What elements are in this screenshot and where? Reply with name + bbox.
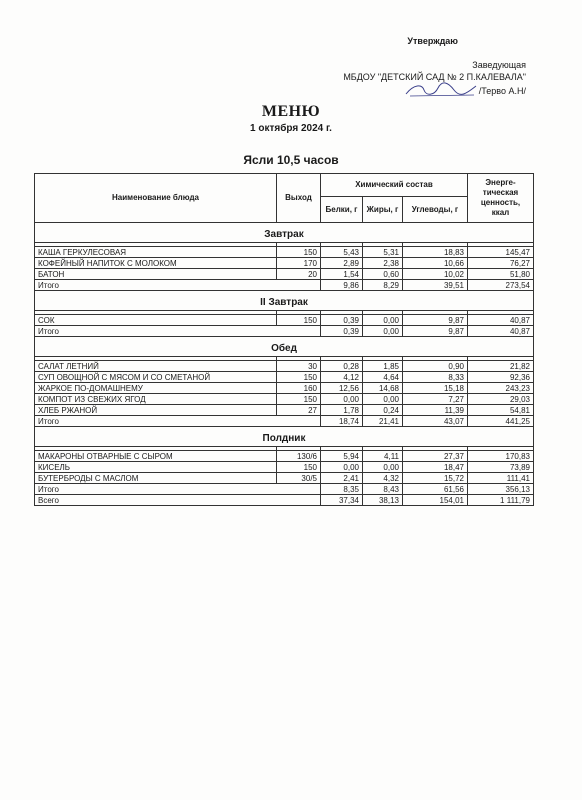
total-carbs: 43,07 (403, 416, 468, 427)
approval-signature-name: /Терво А.Н/ (478, 86, 526, 96)
dish-name: МАКАРОНЫ ОТВАРНЫЕ С СЫРОМ (35, 451, 277, 462)
total-energy: 356,13 (468, 484, 534, 495)
total-carbs: 39,51 (403, 280, 468, 291)
dish-fat: 4,32 (363, 473, 403, 484)
total-carbs: 61,56 (403, 484, 468, 495)
dish-energy: 111,41 (468, 473, 534, 484)
section-header-row (35, 427, 534, 447)
dish-name: КИСЕЛЬ (35, 462, 277, 473)
dish-output: 20 (277, 269, 321, 280)
total-fat: 21,41 (363, 416, 403, 427)
dish-energy: 76,27 (468, 258, 534, 269)
dish-energy: 54,81 (468, 405, 534, 416)
section-total-row (35, 280, 534, 291)
dish-carbs: 10,02 (403, 269, 468, 280)
approval-organization: МБДОУ "ДЕТСКИЙ САД № 2 П.КАЛЕВАЛА" (343, 72, 526, 82)
dish-energy: 21,82 (468, 361, 534, 372)
section-total-row (35, 484, 534, 495)
dish-fat: 0,24 (363, 405, 403, 416)
dish-carbs: 7,27 (403, 394, 468, 405)
dish-protein: 1,54 (321, 269, 363, 280)
dish-carbs: 15,18 (403, 383, 468, 394)
dish-carbs: 0,90 (403, 361, 468, 372)
table-row (35, 247, 534, 258)
dish-protein: 5,43 (321, 247, 363, 258)
section-title: Обед (35, 337, 534, 357)
table-row (35, 394, 534, 405)
dish-name: КАША ГЕРКУЛЕСОВАЯ (35, 247, 277, 258)
total-protein: 0,39 (321, 326, 363, 337)
total-label: Итого (35, 484, 321, 495)
total-carbs: 9,87 (403, 326, 468, 337)
dish-output: 30 (277, 361, 321, 372)
dish-name: ХЛЕБ РЖАНОЙ (35, 405, 277, 416)
dish-output: 160 (277, 383, 321, 394)
table-row (35, 462, 534, 473)
header-energy: Энерге-тическая ценность, ккал (468, 174, 534, 223)
dish-protein: 2,41 (321, 473, 363, 484)
total-fat: 8,29 (363, 280, 403, 291)
dish-protein: 2,89 (321, 258, 363, 269)
menu-table (34, 173, 534, 506)
dish-output: 150 (277, 394, 321, 405)
dish-carbs: 10,66 (403, 258, 468, 269)
dish-name: БУТЕРБРОДЫ С МАСЛОМ (35, 473, 277, 484)
header-protein: Белки, г (321, 197, 363, 223)
total-fat: 8,43 (363, 484, 403, 495)
header-fat: Жиры, г (363, 197, 403, 223)
dish-carbs: 9,87 (403, 315, 468, 326)
section-title: Полдник (35, 427, 534, 447)
dish-fat: 0,60 (363, 269, 403, 280)
dish-protein: 0,39 (321, 315, 363, 326)
page-title: МЕНЮ (261, 103, 321, 120)
grand-total-energy: 1 111,79 (468, 495, 534, 506)
dish-energy: 145,47 (468, 247, 534, 258)
grand-total-row (35, 495, 534, 506)
total-protein: 18,74 (321, 416, 363, 427)
dish-protein: 0,00 (321, 462, 363, 473)
dish-energy: 243,23 (468, 383, 534, 394)
dish-output: 150 (277, 462, 321, 473)
dish-carbs: 27,37 (403, 451, 468, 462)
table-row (35, 361, 534, 372)
table-row (35, 258, 534, 269)
dish-output: 27 (277, 405, 321, 416)
dish-fat: 0,00 (363, 462, 403, 473)
dish-fat: 0,00 (363, 315, 403, 326)
total-energy: 40,87 (468, 326, 534, 337)
dish-fat: 4,64 (363, 372, 403, 383)
section-header-row (35, 223, 534, 243)
grand-total-protein: 37,34 (321, 495, 363, 506)
dish-fat: 5,31 (363, 247, 403, 258)
header-output: Выход (277, 174, 321, 223)
table-row (35, 451, 534, 462)
dish-energy: 73,89 (468, 462, 534, 473)
dish-name: БАТОН (35, 269, 277, 280)
section-total-row (35, 326, 534, 337)
dish-protein: 1,78 (321, 405, 363, 416)
dish-carbs: 18,47 (403, 462, 468, 473)
table-row (35, 372, 534, 383)
header-dish: Наименование блюда (35, 174, 277, 223)
section-header-row (35, 337, 534, 357)
total-label: Итого (35, 416, 321, 427)
dish-protein: 0,28 (321, 361, 363, 372)
dish-output: 150 (277, 372, 321, 383)
table-row (35, 383, 534, 394)
table-row (35, 405, 534, 416)
grand-total-label: Всего (35, 495, 321, 506)
approval-title: Утверждаю (407, 36, 458, 46)
dish-carbs: 11,39 (403, 405, 468, 416)
grand-total-carbs: 154,01 (403, 495, 468, 506)
dish-protein: 0,00 (321, 394, 363, 405)
dish-output: 170 (277, 258, 321, 269)
grand-total-fat: 38,13 (363, 495, 403, 506)
handwritten-signature (404, 80, 478, 98)
total-label: Итого (35, 280, 321, 291)
dish-energy: 29,03 (468, 394, 534, 405)
dish-name: СУП ОВОЩНОЙ С МЯСОМ И СО СМЕТАНОЙ (35, 372, 277, 383)
header-chem: Химический состав (321, 174, 468, 197)
dish-protein: 5,94 (321, 451, 363, 462)
dish-name: ЖАРКОЕ ПО-ДОМАШНЕМУ (35, 383, 277, 394)
total-energy: 273,54 (468, 280, 534, 291)
dish-fat: 1,85 (363, 361, 403, 372)
section-title: II Завтрак (35, 291, 534, 311)
table-row (35, 473, 534, 484)
dish-name: САЛАТ ЛЕТНИЙ (35, 361, 277, 372)
total-fat: 0,00 (363, 326, 403, 337)
section-header-row (35, 291, 534, 311)
approval-block (0, 0, 582, 100)
dish-carbs: 18,83 (403, 247, 468, 258)
dish-carbs: 8,33 (403, 372, 468, 383)
approval-position: Заведующая (472, 60, 526, 70)
dish-fat: 2,38 (363, 258, 403, 269)
header-carbs: Углеводы, г (403, 197, 468, 223)
dish-output: 150 (277, 247, 321, 258)
dish-output: 30/5 (277, 473, 321, 484)
dish-energy: 92,36 (468, 372, 534, 383)
dish-fat: 4,11 (363, 451, 403, 462)
dish-name: КОМПОТ ИЗ СВЕЖИХ ЯГОД (35, 394, 277, 405)
dish-protein: 12,56 (321, 383, 363, 394)
menu-date: 1 октября 2024 г. (250, 123, 332, 134)
section-title: Завтрак (35, 223, 534, 243)
total-protein: 8,35 (321, 484, 363, 495)
total-energy: 441,25 (468, 416, 534, 427)
menu-group: Ясли 10,5 часов (243, 153, 339, 167)
dish-fat: 0,00 (363, 394, 403, 405)
dish-output: 130/6 (277, 451, 321, 462)
table-row (35, 269, 534, 280)
total-protein: 9,86 (321, 280, 363, 291)
section-total-row (35, 416, 534, 427)
dish-fat: 14,68 (363, 383, 403, 394)
dish-output: 150 (277, 315, 321, 326)
dish-carbs: 15,72 (403, 473, 468, 484)
dish-energy: 170,83 (468, 451, 534, 462)
dish-energy: 40,87 (468, 315, 534, 326)
total-label: Итого (35, 326, 321, 337)
table-row (35, 315, 534, 326)
dish-energy: 51,80 (468, 269, 534, 280)
dish-protein: 4,12 (321, 372, 363, 383)
dish-name: КОФЕЙНЫЙ НАПИТОК С МОЛОКОМ (35, 258, 277, 269)
dish-name: СОК (35, 315, 277, 326)
